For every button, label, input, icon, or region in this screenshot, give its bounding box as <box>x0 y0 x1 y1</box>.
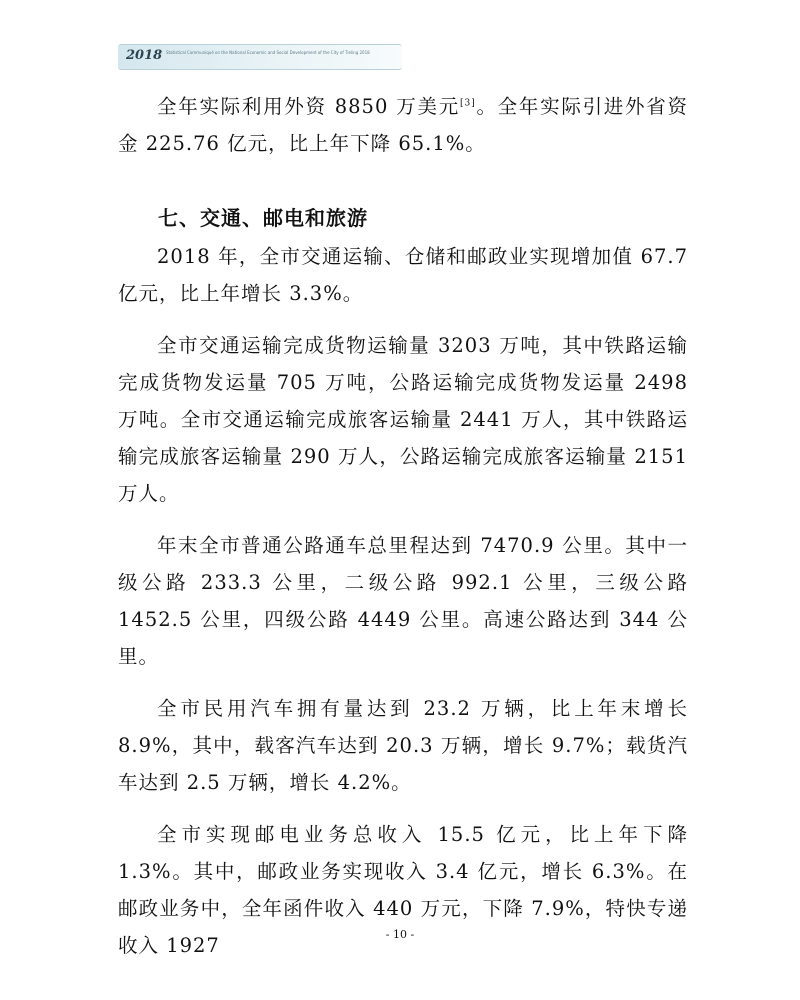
paragraph-vehicles: 全市民用汽车拥有量达到 23.2 万辆，比上年末增长 8.9%，其中，载客汽车达到 20.3 万辆，增长 9.7%；载货汽车达到 2.5 万辆，增长 4.2%。 <box>118 697 688 794</box>
paragraph-highway-mileage: 年末全市普通公路通车总里程达到 7470.9 公里。其中一级公路 233.3 公里，二级公路 992.1 公里，三级公路 1452.5 公里，四级公路 4449 公里。高速公路达到 344 公里。 <box>118 534 688 668</box>
paragraph-text: 全年实际利用外资 8850 万美元 <box>157 95 460 118</box>
paragraph-freight-passenger: 全市交通运输完成货物运输量 3203 万吨，其中铁路运输完成货物发运量 705 万吨，公路运输完成货物发运量 2498 万吨。全市交通运输完成旅客运输量 2441 万人，其中铁路运输完成旅客运输量 290 万人，公路运输完成旅客运输量 2151 万人。 <box>118 334 688 505</box>
paragraph-value-added: 2018 年，全市交通运输、仓储和邮政业实现增加值 67.7 亿元，比上年增长 3.3%。 <box>118 245 688 305</box>
section-title: 七、交通、邮电和旅游 <box>158 206 368 230</box>
page-number: - 10 - <box>385 928 415 941</box>
paragraph-text-tail: 。全年实际引进外省资金 225.76 亿元，比上年下降 65.1%。 <box>118 95 688 155</box>
paragraph-postal-telecom: 全市实现邮电业务总收入 15.5 亿元，比上年下降 1.3%。其中，邮政业务实现收入 3.4 亿元，增长 6.3%。在邮政业务中，全年函件收入 440 万元，下降 7.9%，特快专递收入 1927 <box>118 823 688 957</box>
header-banner <box>118 44 402 70</box>
document-body <box>118 88 688 979</box>
paragraph-foreign-investment <box>118 88 688 162</box>
header-caption: Statistical Communiqué on the National Economic and Social Development of the City of Tieling 2018 <box>166 50 370 55</box>
footnote-marker: [3] <box>459 98 476 109</box>
header-year: 2018 <box>126 48 163 63</box>
